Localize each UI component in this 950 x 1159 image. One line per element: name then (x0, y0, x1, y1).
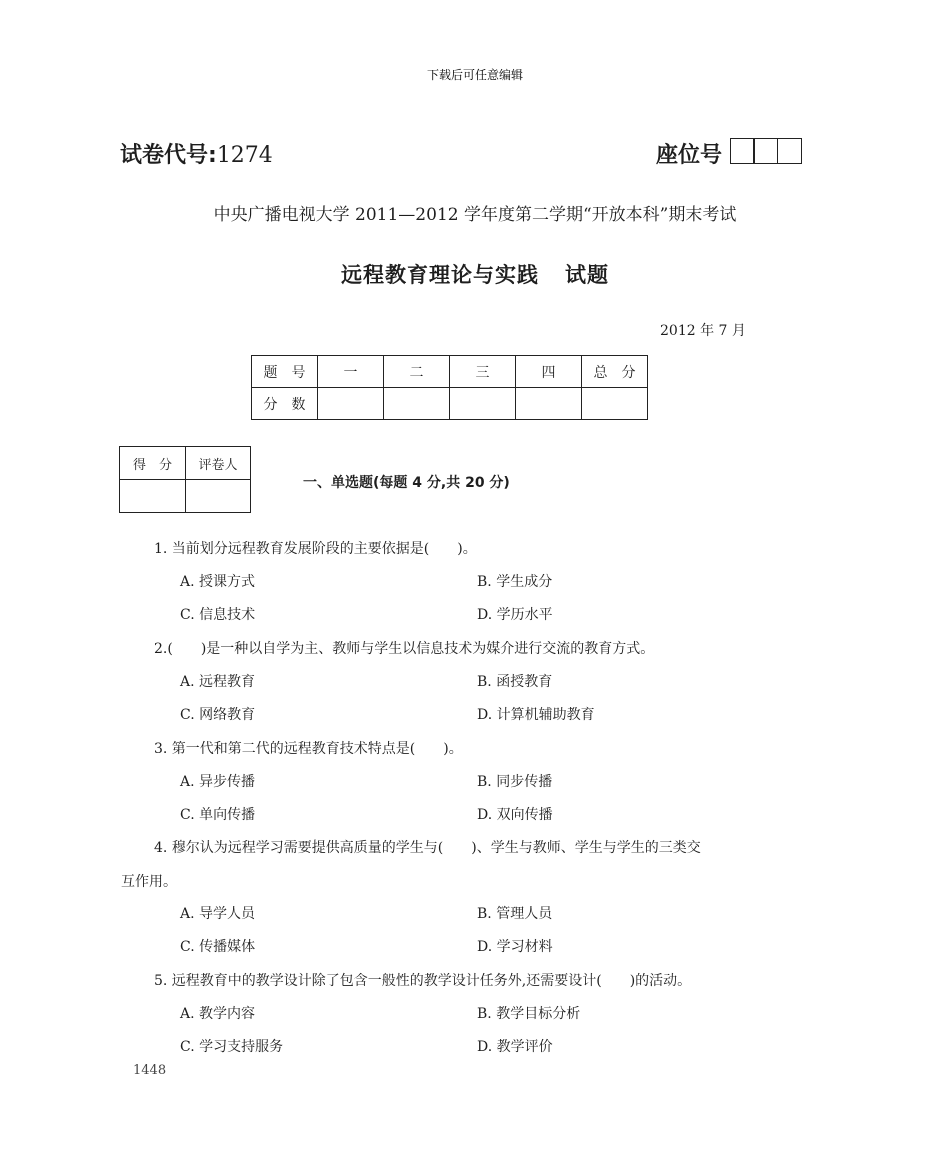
option-a: A. 远程教育 (180, 674, 256, 690)
score-table-score-row (252, 388, 648, 420)
option-b: B. 同步传播 (477, 774, 553, 790)
option-c: C. 单向传播 (180, 807, 256, 823)
exam-title-main: 远程教育理论与实践 (341, 263, 539, 287)
paper-code-number: 1274 (216, 143, 273, 168)
question-4-continuation: 互作用。 (121, 874, 177, 890)
page-number: 1448 (133, 1063, 167, 1078)
option-b: B. 函授教育 (477, 674, 553, 690)
score-table (251, 355, 648, 420)
option-b: B. 学生成分 (477, 574, 553, 590)
header-note: 下载后可任意编辑 (426, 68, 523, 82)
score-cell-2: 二 (384, 356, 450, 388)
section-heading: 一、单选题(每题 4 分,共 20 分) (303, 475, 510, 491)
seat-box (730, 138, 755, 164)
option-a: A. 导学人员 (180, 906, 256, 922)
university-line: 中央广播电视大学 2011—2012 学年度第二学期“开放本科”期末考试 (213, 205, 737, 225)
exam-date: 2012 年 7 月 (660, 323, 746, 339)
score-value-cell (384, 388, 450, 420)
option-c: C. 学习支持服务 (180, 1039, 284, 1055)
grader-value-row (120, 480, 251, 513)
score-cell-4: 四 (516, 356, 582, 388)
question-4: 4. 穆尔认为远程学习需要提供高质量的学生与( )、学生与教师、学生与学生的三类交 (154, 840, 701, 856)
grader-score-label: 得 分 (120, 447, 186, 480)
grader-score-cell (120, 480, 186, 513)
option-c: C. 信息技术 (180, 607, 256, 623)
option-c: C. 传播媒体 (180, 939, 256, 955)
exam-title-suffix: 试题 (565, 263, 609, 287)
option-d: D. 计算机辅助教育 (477, 707, 595, 723)
grader-table (119, 446, 251, 513)
option-d: D. 教学评价 (477, 1039, 553, 1055)
paper-code-label: 试卷代号: (120, 143, 217, 168)
score-value-cell (516, 388, 582, 420)
score-cell-1: 一 (318, 356, 384, 388)
score-cell-total: 总 分 (582, 356, 648, 388)
score-value-cell (450, 388, 516, 420)
question-3: 3. 第一代和第二代的远程教育技术特点是( )。 (154, 741, 463, 757)
option-a: A. 授课方式 (180, 574, 256, 590)
score-row-label: 分 数 (252, 388, 318, 420)
score-cell-label: 题 号 (252, 356, 318, 388)
grader-header-row (120, 447, 251, 480)
option-d: D. 学习材料 (477, 939, 553, 955)
score-value-cell (582, 388, 648, 420)
exam-title (0, 259, 950, 289)
option-d: D. 双向传播 (477, 807, 553, 823)
question-5: 5. 远程教育中的教学设计除了包含一般性的教学设计任务外,还需要设计( )的活动。 (154, 973, 692, 989)
option-a: A. 异步传播 (180, 774, 256, 790)
option-d: D. 学历水平 (477, 607, 553, 623)
question-2: 2.( )是一种以自学为主、教师与学生以信息技术为媒介进行交流的教育方式。 (154, 641, 655, 657)
question-1: 1. 当前划分远程教育发展阶段的主要依据是( )。 (154, 541, 477, 557)
score-cell-3: 三 (450, 356, 516, 388)
seat-number-boxes (731, 138, 802, 164)
option-b: B. 教学目标分析 (477, 1006, 581, 1022)
grader-name-label: 评卷人 (186, 447, 251, 480)
option-c: C. 网络教育 (180, 707, 256, 723)
seat-box (777, 138, 802, 164)
score-table-header-row (252, 356, 648, 388)
seat-box (753, 138, 778, 164)
option-a: A. 教学内容 (180, 1006, 256, 1022)
grader-name-cell (186, 480, 251, 513)
score-value-cell (318, 388, 384, 420)
option-b: B. 管理人员 (477, 906, 553, 922)
seat-label: 座位号 (656, 143, 723, 168)
paper-code (120, 138, 273, 169)
